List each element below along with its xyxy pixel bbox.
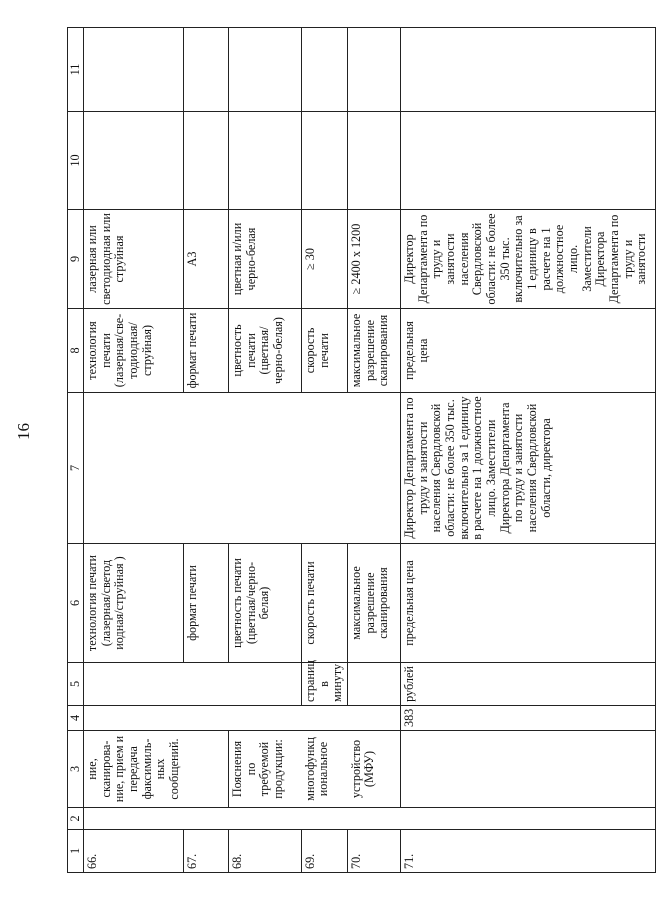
cell (401, 808, 656, 830)
header-row (68, 28, 84, 873)
table-row (229, 28, 302, 873)
cell (229, 28, 302, 112)
cell-value-text: Директор Департамента по труду и занятости населения Свердловской области: не более 350 тыс. включительно за 1 единицу в расчете на 1 должностное лицо. Заместители Директора Департамента по труду и занятости населения Свердловской области, директора (401, 393, 656, 544)
cell (229, 112, 302, 210)
rotated-table-container (67, 28, 649, 873)
cell-value: цветная и/или черно-белая (229, 210, 302, 309)
col-header: 7 (68, 393, 84, 544)
cell-characteristic: максимальное разрешение сканирования (348, 309, 401, 393)
cell-characteristic: формат печати (184, 544, 229, 663)
cell (229, 706, 302, 731)
cell-product: устройство (МФУ) (348, 731, 401, 808)
col-header: 4 (68, 706, 84, 731)
table-row (348, 28, 401, 873)
cell-code: 383 (401, 706, 656, 731)
row-number: 68. (229, 830, 302, 873)
cell (348, 706, 401, 731)
col-header: 3 (68, 731, 84, 808)
requirements-table (67, 27, 656, 873)
cell-unit: рублей (401, 663, 656, 706)
cell (401, 731, 656, 808)
cell-characteristic: предельная цена (401, 309, 656, 393)
cell (184, 663, 229, 706)
cell-value: лазерная или светодиодная или струйная (84, 210, 184, 309)
col-header: 6 (68, 544, 84, 663)
cell (84, 28, 184, 112)
row-number: 67. (184, 830, 229, 873)
cell (84, 706, 184, 731)
cell (184, 808, 229, 830)
cell-product (184, 731, 229, 808)
col-header: 5 (68, 663, 84, 706)
col-header: 1 (68, 830, 84, 873)
cell (184, 28, 229, 112)
cell-characteristic: формат печати (184, 309, 229, 393)
cell-characteristic: цветность печати (цветная/черно-белая) (229, 544, 302, 663)
cell-characteristic: цветность печати (цветная/ черно-белая) (229, 309, 302, 393)
cell (302, 112, 348, 210)
cell (84, 808, 184, 830)
cell (229, 393, 302, 544)
cell-value: ≥ 2400 х 1200 (348, 210, 401, 309)
cell (302, 393, 348, 544)
table-row (84, 28, 184, 873)
cell-characteristic: скорость печати (302, 544, 348, 663)
cell (348, 28, 401, 112)
row-number: 66. (84, 830, 184, 873)
cell (302, 706, 348, 731)
cell-characteristic: максимальное разрешение сканирования (348, 544, 401, 663)
cell (84, 112, 184, 210)
col-header: 8 (68, 309, 84, 393)
table-row (302, 28, 348, 873)
cell-value: ≥ 30 (302, 210, 348, 309)
cell (184, 706, 229, 731)
cell (184, 393, 229, 544)
table-row (184, 28, 229, 873)
row-number: 69. (302, 830, 348, 873)
cell (401, 112, 656, 210)
cell (348, 808, 401, 830)
cell-product: ние, сканирова-ние, прием и передача факсимиль-ных сообщений. (84, 731, 184, 808)
col-header: 2 (68, 808, 84, 830)
cell (401, 28, 656, 112)
cell (229, 663, 302, 706)
cell (302, 28, 348, 112)
page-number: 16 (14, 423, 33, 440)
cell (84, 393, 184, 544)
cell (229, 808, 302, 830)
col-header: 9 (68, 210, 84, 309)
cell-characteristic: технология печати (лазерная/све-тодиодная/ струйная) (84, 309, 184, 393)
cell-product: многофункц иональное (302, 731, 348, 808)
cell (302, 808, 348, 830)
row-number: 70. (348, 830, 401, 873)
col-header: 10 (68, 112, 84, 210)
cell (348, 393, 401, 544)
cell-unit: страниц в минуту (302, 663, 348, 706)
col-header: 11 (68, 28, 84, 112)
cell-value-text: Директор Департамента по труду и занятости населения Свердловской области: не более 350 тыс. включительно за 1 единицу в расчете на 1 должностное лицо. Заместители Директора Департамента по труду и занятости (401, 210, 656, 309)
cell-product: Пояснения по требуемой продукции: (229, 731, 302, 808)
row-number: 71. (401, 830, 656, 873)
cell (184, 112, 229, 210)
cell-value: А3 (184, 210, 229, 309)
cell-characteristic: скорость печати (302, 309, 348, 393)
table-row (401, 28, 656, 873)
cell (84, 663, 184, 706)
cell-characteristic: технология печати (лазерная/светод иодная/струйная ) (84, 544, 184, 663)
cell (348, 663, 401, 706)
cell (348, 112, 401, 210)
cell-characteristic: предельная цена (401, 544, 656, 663)
